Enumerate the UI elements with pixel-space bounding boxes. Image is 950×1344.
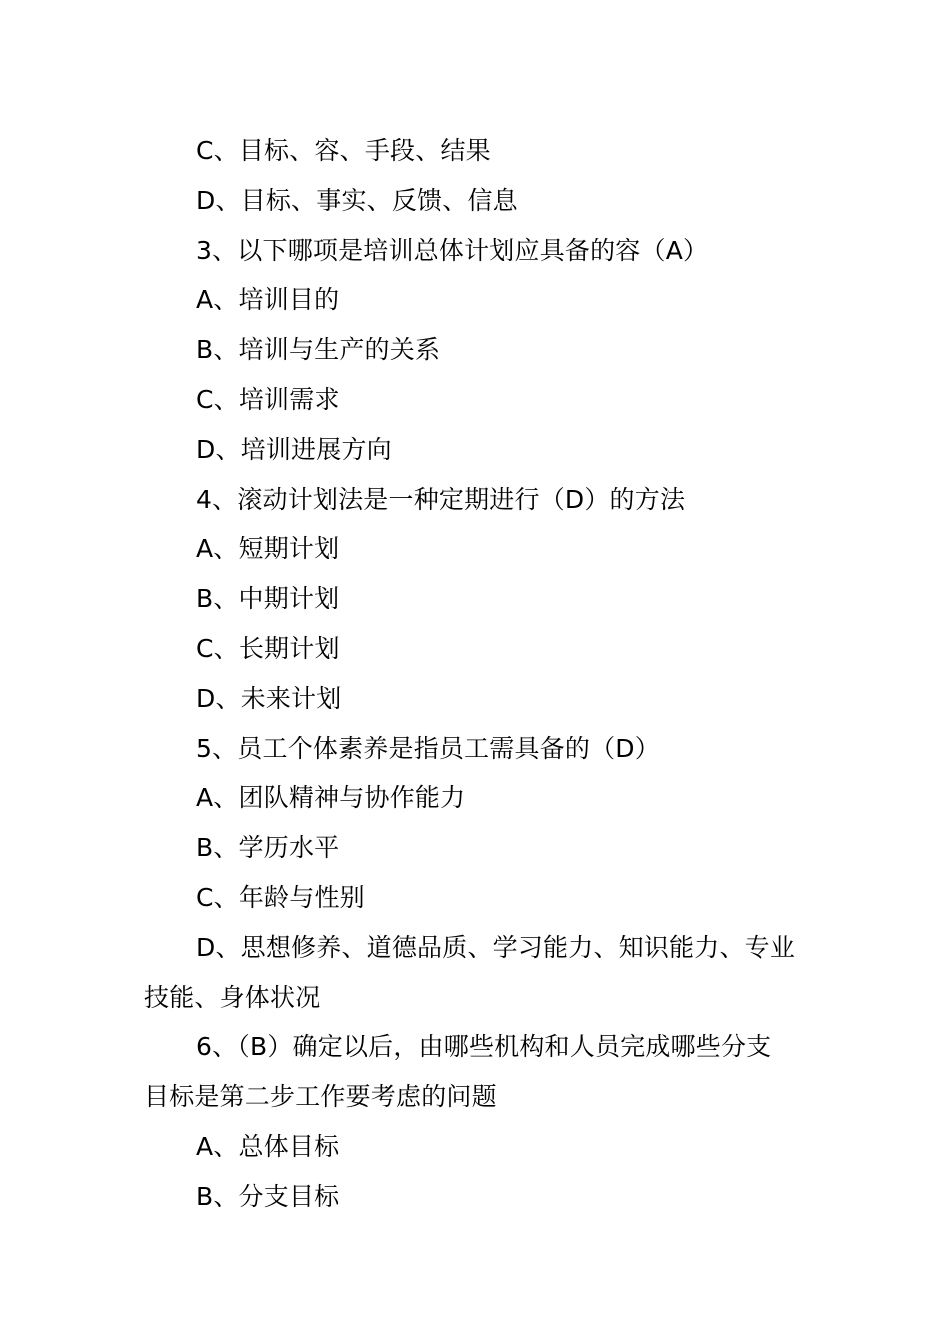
text-line: 4、滚动计划法是一种定期进行（D）的方法 [196, 484, 686, 514]
text-line: A、总体目标 [196, 1131, 340, 1161]
text-line-continuation: 技能、身体状况 [144, 982, 321, 1012]
text-line: 5、员工个体素养是指员工需具备的（D） [196, 733, 660, 763]
text-line: D、目标、事实、反馈、信息 [196, 185, 518, 215]
text-line: C、年龄与性别 [196, 882, 365, 912]
text-line: 6、（B）确定以后，由哪些机构和人员完成哪些分支 [196, 1032, 772, 1062]
document-body [144, 126, 808, 1222]
text-line: D、未来计划 [196, 683, 342, 713]
text-line: C、目标、容、手段、结果 [196, 136, 491, 165]
text-line: B、学历水平 [196, 833, 340, 863]
text-line: A、短期计划 [196, 534, 340, 564]
text-line: 3、以下哪项是培训总体计划应具备的容（A） [196, 235, 709, 265]
text-line: C、长期计划 [196, 633, 340, 663]
text-line-continuation: 目标是第二步工作要考虑的问题 [144, 1082, 497, 1112]
text-line: B、分支目标 [196, 1181, 340, 1211]
text-line: A、培训目的 [196, 285, 340, 315]
text-line: D、培训进展方向 [196, 434, 392, 464]
text-line: C、培训需求 [196, 384, 340, 414]
text-line: D、思想修养、道德品质、学习能力、知识能力、专业 [196, 932, 796, 962]
text-line: A、团队精神与协作能力 [196, 783, 466, 813]
text-line: B、培训与生产的关系 [196, 335, 441, 365]
text-line: B、中期计划 [196, 584, 340, 614]
